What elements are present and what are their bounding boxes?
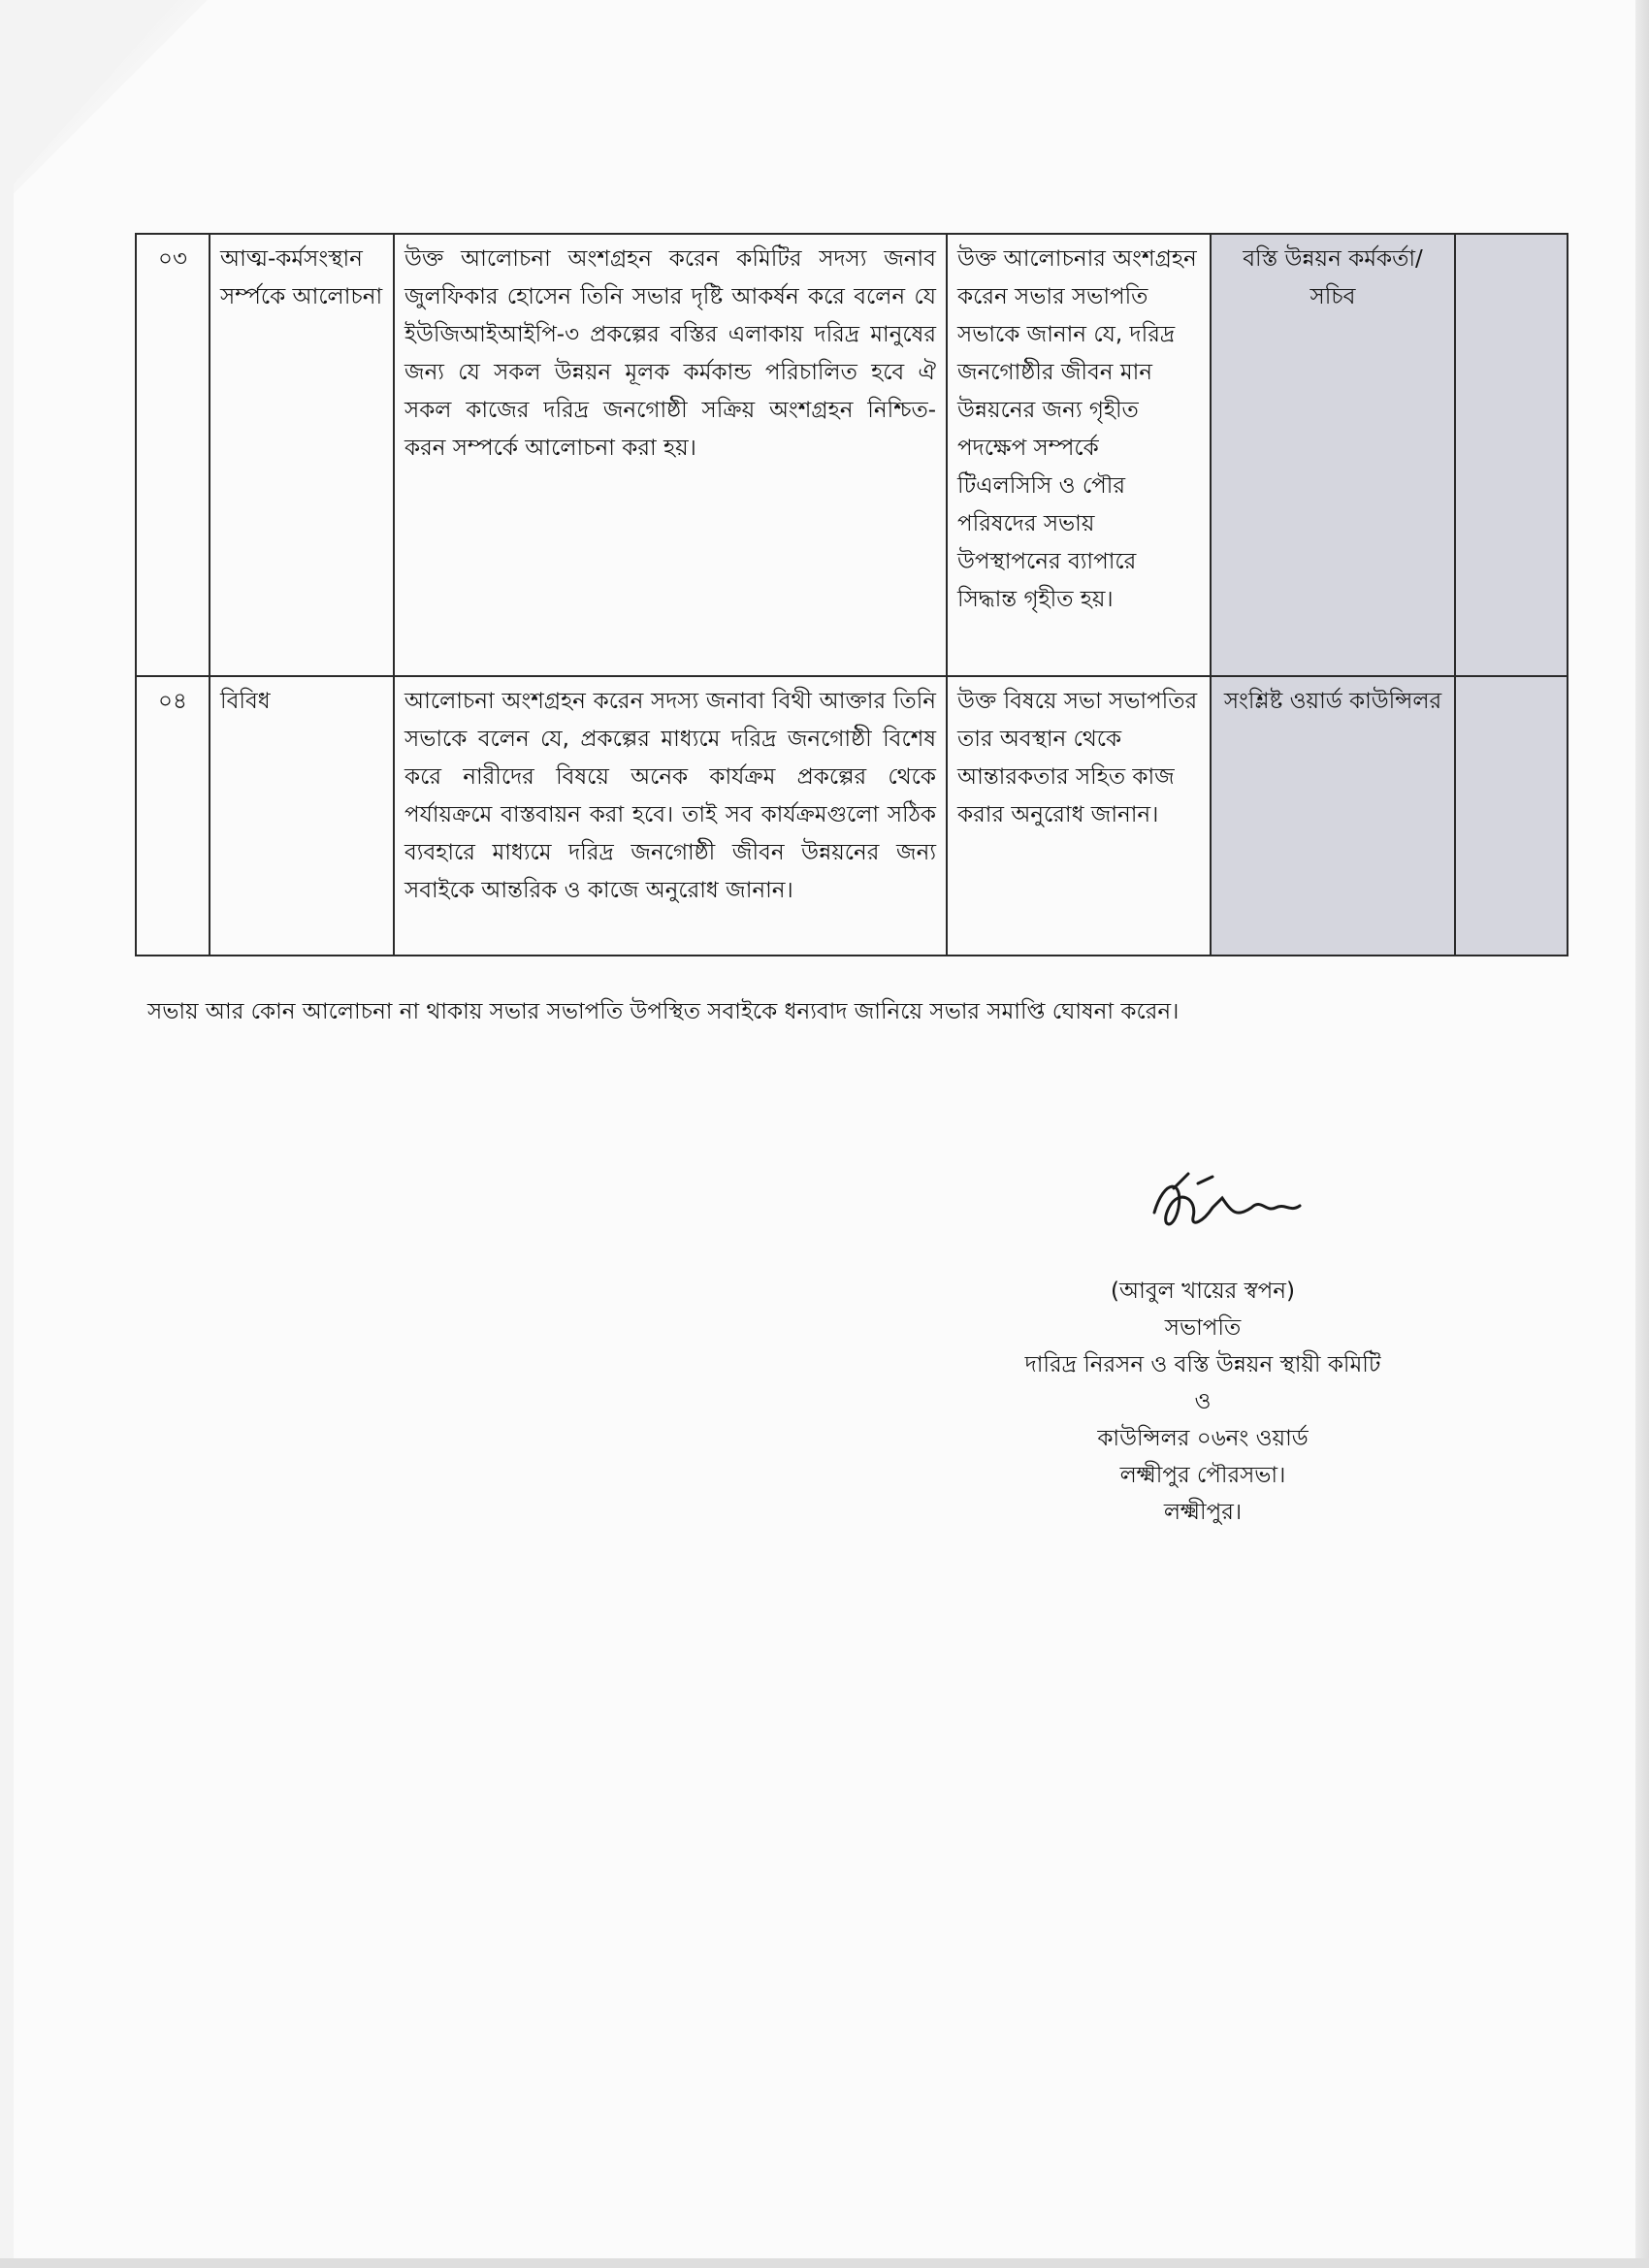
closing-statement: সভায় আর কোন আলোচনা না থাকায় সভার সভাপতি উপস্থিত সবাইকে ধন্যবাদ জানিয়ে সভার সমাপ্তি ঘোষনা করেন। <box>147 999 1180 1024</box>
signature-block <box>970 1273 1436 1531</box>
remarks-cell <box>1455 234 1568 676</box>
committee-name: দারিদ্র নিরসন ও বস্তি উন্নয়ন স্থায়ী কমিটি <box>1024 1352 1381 1377</box>
municipality-name: লক্ষ্মীপুর পৌরসভা। <box>1119 1463 1286 1488</box>
table-row <box>136 676 1568 956</box>
signatory-name: (আবুল খায়ের স্বপন) <box>1111 1279 1295 1304</box>
decision-cell: উক্ত আলোচনার অংশগ্রহন করেন সভার সভাপতি সভাকে জানান যে, দরিদ্র জনগোষ্ঠীর জীবন মান উন্নয়নের জন্য গৃহীত পদক্ষেপ সম্পর্কে টিএলসিসি ও পৌর পরিষদের সভায় উপস্থাপনের ব্যাপারে সিদ্ধান্ত গৃহীত হয়। <box>947 234 1211 676</box>
topic-cell: বিবিধ <box>210 676 394 956</box>
decision-cell: উক্ত বিষয়ে সভা সভাপতির তার অবস্থান থেকে আন্তারকতার সহিত কাজ করার অনুরোধ জানান। <box>947 676 1211 956</box>
page-edge <box>1635 0 1649 2268</box>
page-bottom-edge <box>0 2258 1649 2268</box>
conjunction: ও <box>1194 1389 1212 1414</box>
city-name: লক্ষ্মীপুর। <box>1163 1500 1243 1525</box>
ward-title: কাউন্সিলর ০৬নং ওয়ার্ড <box>1097 1426 1309 1451</box>
signatory-title: সভাপতি <box>1164 1315 1242 1341</box>
discussion-cell: উক্ত আলোচনা অংশগ্রহন করেন কমিটির সদস্য জনাব জুলফিকার হোসেন তিনি সভার দৃষ্টি আকর্ষন করে বলেন যে ইউজিআইআইপি-৩ প্রকল্পের বস্তির এলাকায় দরিদ্র মানুষের জন্য যে সকল উন্নয়ন মূলক কর্মকান্ড পরিচালিত হবে ঐ সকল কাজের দরিদ্র জনগোষ্ঠী সক্রিয় অংশগ্রহন নিশ্চিত- করন সম্পর্কে আলোচনা করা হয়। <box>394 234 947 676</box>
handwritten-signature <box>1145 1169 1310 1247</box>
minutes-table <box>135 233 1568 956</box>
responsible-cell: বস্তি উন্নয়ন কর্মকর্তা/ সচিব <box>1211 234 1455 676</box>
serial-cell: ০৩ <box>136 234 210 676</box>
page-fold <box>14 0 208 194</box>
discussion-cell: আলোচনা অংশগ্রহন করেন সদস্য জনাবা বিথী আক্তার তিনি সভাকে বলেন যে, প্রকল্পের মাধ্যমে দরিদ্র জনগোষ্ঠী বিশেষ করে নারীদের বিষয়ে অনেক কার্যক্রম প্রকল্পের থেকে পর্যায়ক্রমে বাস্তবায়ন করা হবে। তাই সব কার্যক্রমগুলো সঠিক ব্যবহারে মাধ্যমে দরিদ্র জনগোষ্ঠী জীবন উন্নয়নের জন্য সবাইকে আন্তরিক ও কাজে অনুরোধ জানান। <box>394 676 947 956</box>
topic-cell: আত্ম-কর্মসংস্থান সর্ম্পকে আলোচনা <box>210 234 394 676</box>
serial-cell: ০৪ <box>136 676 210 956</box>
remarks-cell <box>1455 676 1568 956</box>
table-row <box>136 234 1568 676</box>
responsible-cell: সংশ্লিষ্ট ওয়ার্ড কাউন্সিলর <box>1211 676 1455 956</box>
